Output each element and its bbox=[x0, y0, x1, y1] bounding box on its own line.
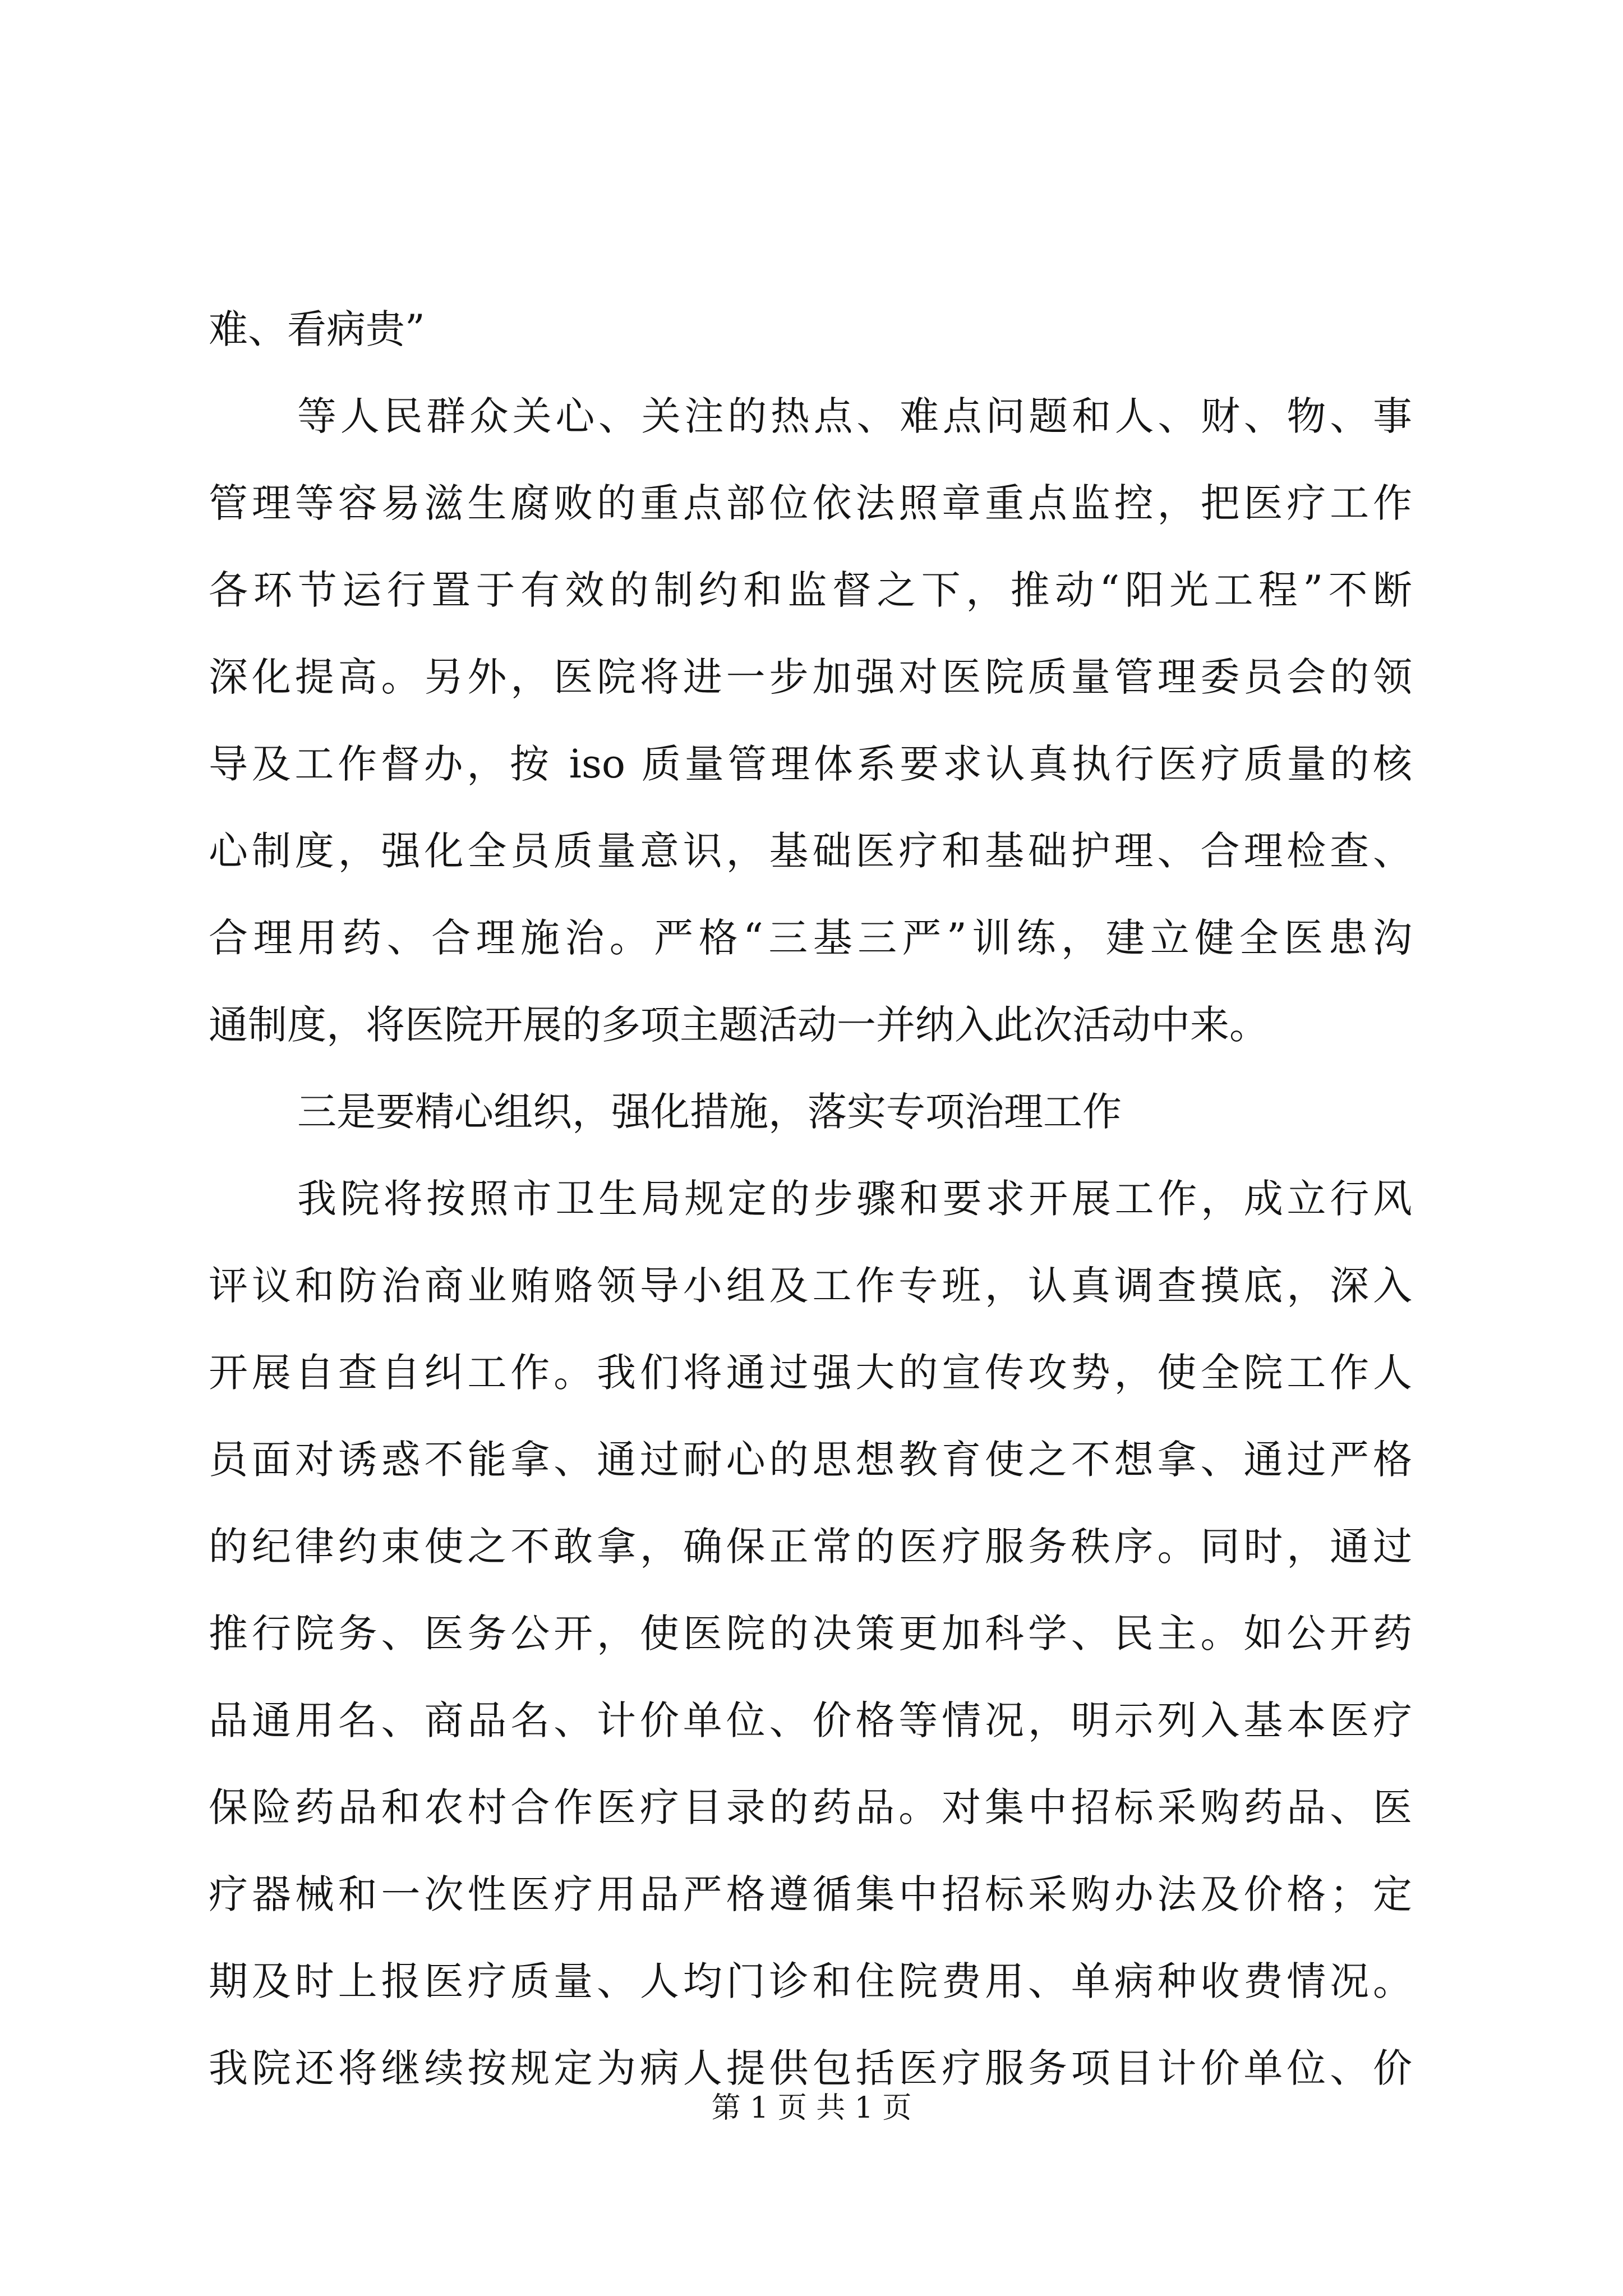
text-line: 心制度，强化全员质量意识，基础医疗和基础护理、合理检查、 bbox=[209, 828, 1412, 874]
text-line: 难、看病贵” bbox=[209, 306, 425, 352]
text-line: 深化提高。另外，医院将进一步加强对医院质量管理委员会的领 bbox=[209, 654, 1412, 700]
text-line: 开展自查自纠工作。我们将通过强大的宣传攻势，使全院工作人 bbox=[209, 1350, 1412, 1396]
text-line: 通制度，将医院开展的多项主题活动一并纳入此次活动中来。 bbox=[209, 1002, 1269, 1048]
section-heading: 三是要精心组织，强化措施，落实专项治理工作 bbox=[297, 1089, 1122, 1135]
text-line: 疗器械和一次性医疗用品严格遵循集中招标采购办法及价格；定 bbox=[209, 1871, 1412, 1917]
page-number-footer: 第 1 页 共 1 页 bbox=[711, 2091, 912, 2125]
text-line: 管理等容易滋生腐败的重点部位依法照章重点监控，把医疗工作 bbox=[209, 480, 1412, 526]
paragraph-first-line: 等人民群众关心、关注的热点、难点问题和人、财、物、事 bbox=[297, 393, 1412, 439]
text-line: 导及工作督办，按 iso 质量管理体系要求认真执行医疗质量的核 bbox=[209, 741, 1412, 787]
text-line: 的纪律约束使之不敢拿，确保正常的医疗服务秩序。同时，通过 bbox=[209, 1524, 1412, 1570]
text-line: 员面对诱惑不能拿、通过耐心的思想教育使之不想拿、通过严格 bbox=[209, 1437, 1412, 1483]
text-line: 评议和防治商业贿赂领导小组及工作专班，认真调查摸底，深入 bbox=[209, 1263, 1412, 1309]
text-line: 推行院务、医务公开，使医院的决策更加科学、民主。如公开药 bbox=[209, 1611, 1412, 1657]
paragraph-first-line: 我院将按照市卫生局规定的步骤和要求开展工作，成立行风 bbox=[297, 1176, 1412, 1222]
text-line: 各环节运行置于有效的制约和监督之下，推动“阳光工程”不断 bbox=[209, 567, 1412, 613]
text-line: 合理用药、合理施治。严格“三基三严”训练，建立健全医患沟 bbox=[209, 915, 1412, 961]
text-line: 保险药品和农村合作医疗目录的药品。对集中招标采购药品、医 bbox=[209, 1784, 1412, 1830]
text-line: 品通用名、商品名、计价单位、价格等情况，明示列入基本医疗 bbox=[209, 1697, 1412, 1743]
text-line: 期及时上报医疗质量、人均门诊和住院费用、单病种收费情况。 bbox=[209, 1958, 1412, 2004]
text-line: 我院还将继续按规定为病人提供包括医疗服务项目计价单位、价 bbox=[209, 2045, 1412, 2091]
